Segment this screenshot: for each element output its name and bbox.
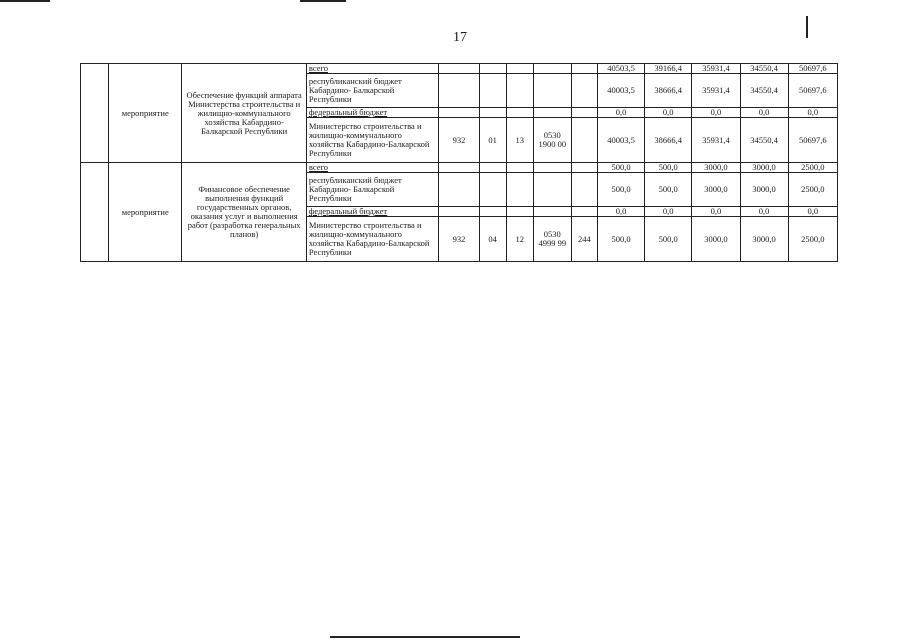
pr-code bbox=[506, 108, 533, 118]
value-cell: 500,0 bbox=[597, 163, 644, 173]
value-cell: 500,0 bbox=[597, 173, 644, 207]
value-cell: 2500,0 bbox=[788, 163, 837, 173]
pr-code: 12 bbox=[506, 217, 533, 262]
rz-code: 04 bbox=[479, 217, 506, 262]
value-cell: 2500,0 bbox=[788, 173, 837, 207]
value-cell: 40003,5 bbox=[597, 74, 644, 108]
value-cell: 0,0 bbox=[740, 108, 788, 118]
source-name: федеральный бюджет bbox=[306, 207, 439, 217]
rz-code bbox=[479, 163, 506, 173]
value-cell: 35931,4 bbox=[692, 74, 740, 108]
value-cell: 0,0 bbox=[597, 108, 644, 118]
vr-code: 244 bbox=[571, 217, 597, 262]
csr-code bbox=[533, 173, 571, 207]
vr-code bbox=[571, 74, 597, 108]
value-cell: 40503,5 bbox=[597, 64, 644, 74]
rz-code bbox=[479, 64, 506, 74]
csr-code: 0530 4999 99 bbox=[533, 217, 571, 262]
source-name: Министерство строительства и жилищно-коммунального хозяйства Кабардино-Балкарской Республики bbox=[306, 118, 439, 163]
scan-mark-top-left bbox=[0, 0, 50, 2]
value-cell: 34550,4 bbox=[740, 118, 788, 163]
value-cell: 35931,4 bbox=[692, 64, 740, 74]
source-name: федеральный бюджет bbox=[306, 108, 439, 118]
pr-code bbox=[506, 163, 533, 173]
value-cell: 38666,4 bbox=[645, 118, 692, 163]
source-name: республиканский бюджет Кабардино- Балкарской Республики bbox=[306, 173, 439, 207]
grbs-code bbox=[439, 163, 479, 173]
source-name: республиканский бюджет Кабардино- Балкарской Республики bbox=[306, 74, 439, 108]
value-cell: 39166,4 bbox=[645, 64, 692, 74]
value-cell: 500,0 bbox=[645, 163, 692, 173]
value-cell: 34550,4 bbox=[740, 74, 788, 108]
scan-mark-top-center bbox=[300, 0, 346, 2]
vr-code bbox=[571, 207, 597, 217]
value-cell: 35931,4 bbox=[692, 118, 740, 163]
measure-description: Финансовое обеспечение выполнения функций государственных органов, оказания услуг и выполнения работ (разработка генеральных планов) bbox=[182, 163, 306, 262]
blank-cell bbox=[81, 64, 109, 163]
value-cell: 500,0 bbox=[597, 217, 644, 262]
source-name: всего bbox=[306, 163, 439, 173]
rz-code bbox=[479, 207, 506, 217]
vr-code bbox=[571, 108, 597, 118]
grbs-code bbox=[439, 64, 479, 74]
vr-code bbox=[571, 64, 597, 74]
scan-mark-bottom-center bbox=[330, 636, 520, 638]
value-cell: 3000,0 bbox=[692, 163, 740, 173]
csr-code: 0530 1900 00 bbox=[533, 118, 571, 163]
blank-cell bbox=[81, 163, 109, 262]
measure-type-label: мероприятие bbox=[109, 64, 182, 163]
rz-code: 01 bbox=[479, 118, 506, 163]
value-cell: 3000,0 bbox=[692, 173, 740, 207]
measure-description: Обеспечение функций аппарата Министерства строительства и жилищно-коммунального хозяйства Кабардино-Балкарской Республики bbox=[182, 64, 306, 163]
budget-table bbox=[80, 63, 838, 262]
vr-code bbox=[571, 163, 597, 173]
value-cell: 50697,6 bbox=[788, 64, 837, 74]
measure-type-label: мероприятие bbox=[109, 163, 182, 262]
page-number: 17 bbox=[453, 30, 467, 45]
csr-code bbox=[533, 207, 571, 217]
value-cell: 3000,0 bbox=[740, 173, 788, 207]
value-cell: 3000,0 bbox=[692, 217, 740, 262]
value-cell: 0,0 bbox=[692, 207, 740, 217]
grbs-code bbox=[439, 74, 479, 108]
value-cell: 50697,6 bbox=[788, 118, 837, 163]
grbs-code: 932 bbox=[439, 217, 479, 262]
vr-code bbox=[571, 118, 597, 163]
pr-code bbox=[506, 173, 533, 207]
scan-mark-right-line bbox=[806, 16, 808, 38]
table-row bbox=[81, 163, 838, 173]
value-cell: 34550,4 bbox=[740, 64, 788, 74]
csr-code bbox=[533, 64, 571, 74]
pr-code bbox=[506, 207, 533, 217]
value-cell: 0,0 bbox=[788, 207, 837, 217]
rz-code bbox=[479, 173, 506, 207]
pr-code bbox=[506, 74, 533, 108]
value-cell: 500,0 bbox=[645, 173, 692, 207]
value-cell: 0,0 bbox=[645, 108, 692, 118]
value-cell: 0,0 bbox=[740, 207, 788, 217]
value-cell: 500,0 bbox=[645, 217, 692, 262]
vr-code bbox=[571, 173, 597, 207]
source-name: всего bbox=[306, 64, 439, 74]
value-cell: 3000,0 bbox=[740, 163, 788, 173]
grbs-code bbox=[439, 173, 479, 207]
grbs-code bbox=[439, 207, 479, 217]
pr-code bbox=[506, 64, 533, 74]
value-cell: 0,0 bbox=[645, 207, 692, 217]
pr-code: 13 bbox=[506, 118, 533, 163]
csr-code bbox=[533, 74, 571, 108]
value-cell: 40003,5 bbox=[597, 118, 644, 163]
grbs-code bbox=[439, 108, 479, 118]
value-cell: 50697,6 bbox=[788, 74, 837, 108]
value-cell: 0,0 bbox=[788, 108, 837, 118]
csr-code bbox=[533, 108, 571, 118]
value-cell: 0,0 bbox=[597, 207, 644, 217]
grbs-code: 932 bbox=[439, 118, 479, 163]
csr-code bbox=[533, 163, 571, 173]
value-cell: 38666,4 bbox=[645, 74, 692, 108]
rz-code bbox=[479, 108, 506, 118]
table-row bbox=[81, 64, 838, 74]
value-cell: 2500,0 bbox=[788, 217, 837, 262]
value-cell: 3000,0 bbox=[740, 217, 788, 262]
source-name: Министерство строительства и жилищно-коммунального хозяйства Кабардино-Балкарской Республики bbox=[306, 217, 439, 262]
rz-code bbox=[479, 74, 506, 108]
value-cell: 0,0 bbox=[692, 108, 740, 118]
